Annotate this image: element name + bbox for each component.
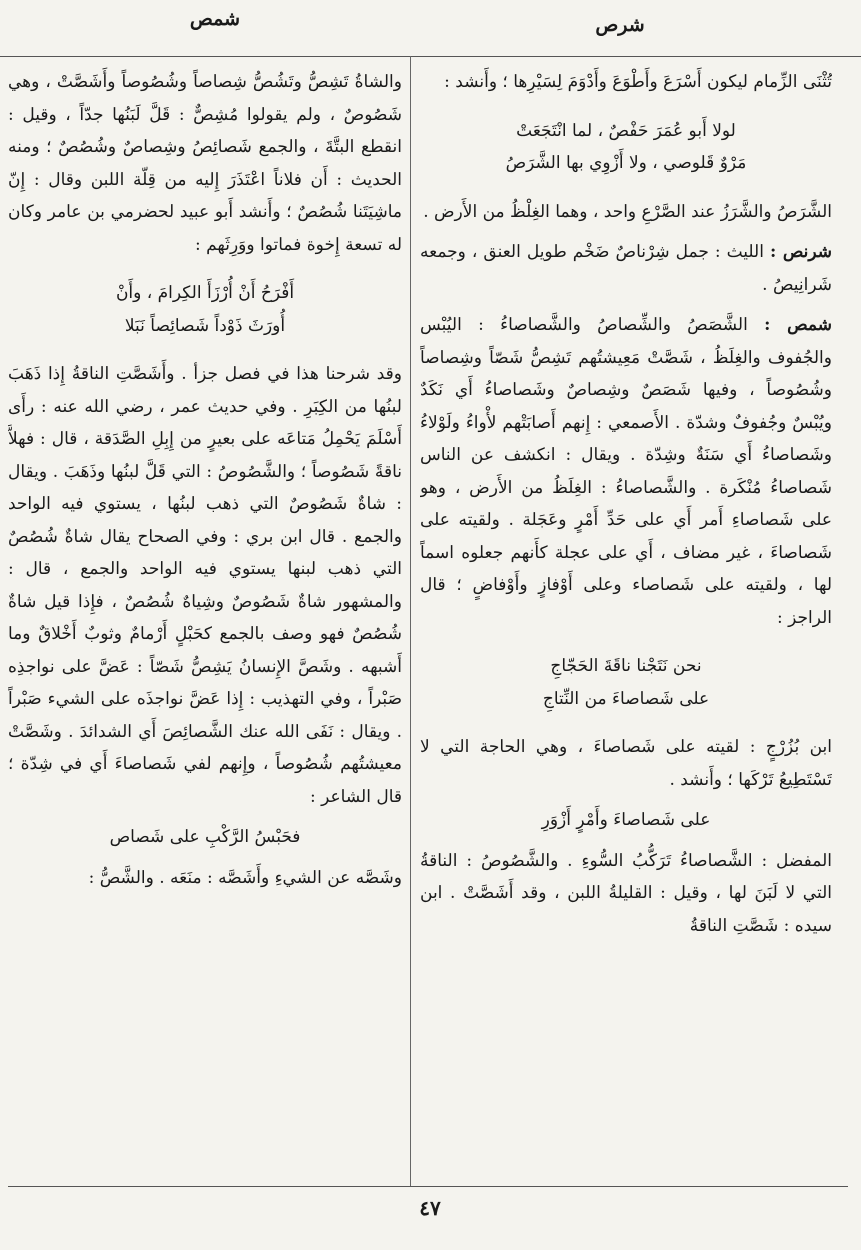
paragraph: والشاةُ تَشِصُّ وتَشُصُّ شِصاصاً وشُصُوصاً وأَشَصَّتْ ، وهي شَصُوصٌ ، ولم يقولوا مُشِصٌّ : قَلَّ لَبَنُها جدّاً ، وقيل : انقطع البتَّةَ ، والجمع شَصائِصُ وشِصاصٌ وشُصُصٌ ؛ ومنه الحديث : أَن فلاناً اعْتَذَرَ إِليه من قِلّة اللبن وقال : إِنّ ماشِيَتَنا شُصُصٌ ؛ وأَنشد أَبو عبيد لحضرمي بن عامر وكان له تسعة إِخوة فماتوا ووَرِثَهم :	[8, 72, 402, 255]
header-left-word: شمص	[189, 8, 241, 30]
bottom-rule	[8, 1186, 848, 1187]
verse-line: على شَصاصاءَ من النِّتاجِ	[542, 688, 710, 709]
top-rule	[0, 56, 861, 57]
paragraph: ابن بُزُرْجٍ : لقيته على شَصاصاءَ ، وهي الحاجة التي لا تَسْتَطِيعُ تَرْكَها ؛ وأَنشد .	[420, 737, 832, 790]
headword: شرنص :	[770, 242, 832, 262]
entry-shams	[420, 309, 832, 634]
paragraph: وشَصَّه عن الشيءِ وأَشَصَّه : منَعَه . والشَّصُّ :	[88, 867, 402, 888]
verse-line: أَفْرَحُ أَنْ أُرْزَأَ الكِرامَ ، وأَنْ	[115, 283, 295, 303]
entry-body: الليث : جمل شِرْناصٌ ضَخْم طويل العنق ، وجمعه شَرانِيصُ .	[420, 242, 832, 295]
paragraph: وقد شرحنا هذا في فصل جزأ . وأَشَصَّتِ الناقةُ إِذا ذَهَبَ لبنُها من الكِبَرِ . وفي حديث عمر ، رضي الله عنه : رأَى أَسْلَمَ يَحْمِلُ مَتاعَه على بعيرٍ من إِبِلِ الصَّدَقة ، قال : فهلاَّ ناقةً شَصُوصاً ؛ والشَّصُوصُ : التي قَلَّ لبنُها وذَهَبَ . ويقال : شاةٌ شَصُوصٌ التي ذهب لبنُها ، يستوي فيه الواحد والجمع . قال ابن بري : وفي الصحاح يقال شاةٌ شُصُصٌ التي ذهب لبنها يستوي فيه الواحد والجمع ، قال : والمشهور شاةٌ شَصُوصٌ وشِياهٌ شُصُصٌ ، فإِذا قيل شاةٌ شُصُصٌ فهو وصف بالجمع كحَبْلٍ أَرْمامٌ وثوبٌ أَخْلاقٌ وما أَشبهه . وشَصَّ الإِنسانُ يَشِصُّ شَصّاً : عَضَّ على نواجذِه صَبْراً ، وفي التهذيب : إِذا عَضَّ نواجذَه على الشيء صَبْراً . ويقال : نَفَى الله عنك الشَّصائِصَ أَي الشدائدَ . وشَصَّتْ معيشتُهم شُصُوصاً ، وإِنهم لفي شَصاصاءَ أَي في شِدّة ؛ قال الشاعر :	[8, 364, 402, 807]
paragraph: تُثْنَى الزِّمام ليكون أَسْرَعَ وأَطْوَعَ وأَدْوَمَ لِسَيْرِها ؛ وأَنشد :	[444, 72, 832, 92]
entry-sharnas	[420, 236, 832, 301]
verse-line: أُورَثَ ذَوْداً شَصائِصاً نَبَلا	[124, 315, 286, 336]
verse-line: على شَصاصاءَ وأَمْرٍ أَزْوَرِ	[541, 810, 711, 830]
header-right-word: شرص	[595, 14, 645, 36]
page-number: ٤٧	[419, 1196, 441, 1220]
paragraph: المفضل : الشَّصاصاءُ تَرَكُّبُ السُّوءِ . والشَّصُوصُ : الناقةُ التي لا لَبَنَ لها ، وقيل : القليلةُ اللبن ، وقد أَشَصَّتْ . ابن سيده : شَصَّتِ الناقةُ	[420, 850, 832, 936]
entry-body: الشَّصَصُ والشِّصاصُ والشَّصاصاءُ : اليُبْس والجُفوف والغِلَظُ ، شَصَّتْ مَعِيشتُهم تَشِصُّ شَصّاً وشِصاصاً وشُصُوصاً ، وفيها شَصَصٌ وشِصاصٌ وشَصاصاءُ أَي نَكَدٌ ويُبْسٌ وجُفوفٌ وشدّة . الأَصمعي : إِنهم أَصابَتْهم لأْواءُ ولَوْلاءُ وشَصاصاءُ أَي سَنَةٌ وشِدّة . ويقال : انكشف عن الناس شَصاصاءُ مُنْكَرة . والشَّصاصاءُ : الغِلَظُ من الأَرض ، وهو على شَصاصاءِ أَمر أَي على حَدِّ أَمْرٍ وعَجَلة . ولقيته على شَصاصاءَ ، غير مضاف ، أَي على عجلة كأَنهم جعلوه اسماً لها ، ولقيته على شَصاصاء وعلى أَوْفازٍ وأَوْفاضٍ ؛ قال الراجز :	[420, 315, 832, 628]
verse-line: لولا أَبو عُمَرَ حَفْصٌ ، لما انْتَجَعَتْ	[516, 120, 736, 141]
verse-line: فحَبْسُ الرَّكْبِ على شَصاص	[109, 827, 301, 847]
headword: شمص :	[764, 315, 832, 335]
right-column	[420, 66, 832, 1186]
left-column	[8, 66, 402, 1186]
verse-line: نحن نَتَجْنا ناقَةَ الحَجّاجِ	[550, 656, 702, 676]
paragraph: الشَّرَصُ والشَّرَزُ عند الصَّرْعِ واحد ، وهما الغِلْظُ من الأَرض .	[423, 201, 832, 222]
column-divider	[410, 56, 411, 1186]
verse-line: مَرْوٌ قَلوصي ، ولا أَزْوِي بها الشَّرَصُ	[505, 153, 747, 173]
